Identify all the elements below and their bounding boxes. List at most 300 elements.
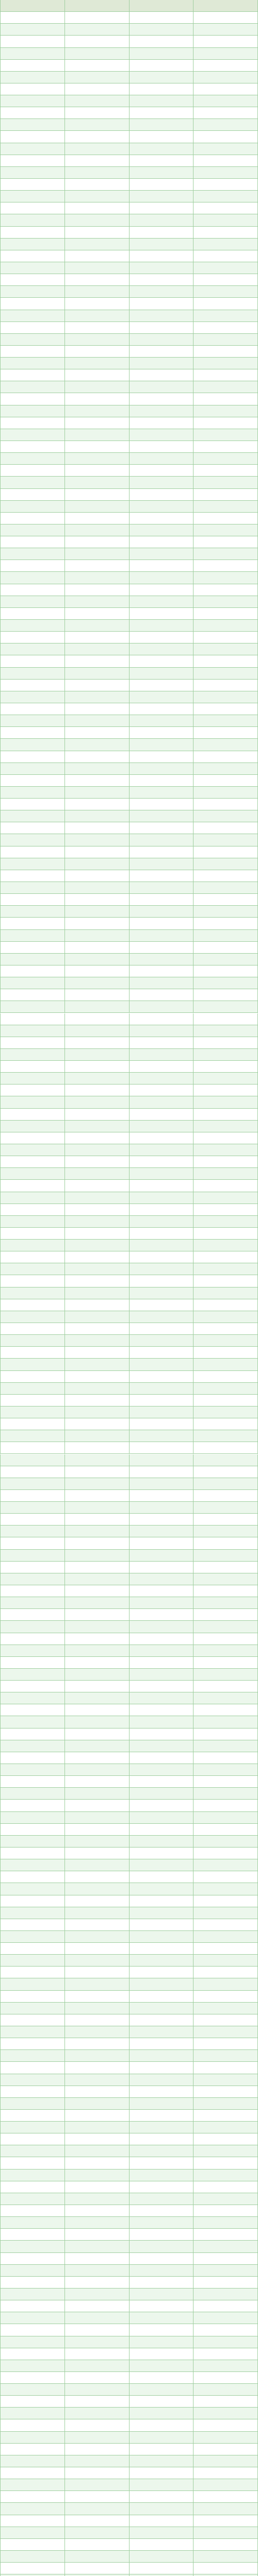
table-cell (65, 1406, 130, 1418)
table-cell (0, 1061, 65, 1072)
table-cell (65, 1919, 130, 1930)
table-cell (0, 1871, 65, 1883)
table-cell (65, 965, 130, 977)
table-cell (194, 107, 258, 118)
table-cell (130, 1562, 194, 1573)
table-cell (65, 1395, 130, 1406)
table-cell (130, 298, 194, 309)
table-cell (194, 1883, 258, 1894)
table-cell (194, 691, 258, 703)
table-row (0, 2062, 258, 2074)
table-cell (194, 584, 258, 596)
table-cell (65, 954, 130, 965)
table-cell (65, 2003, 130, 2014)
table-row (0, 1442, 258, 1454)
table-cell (65, 1692, 130, 1704)
table-cell (0, 1585, 65, 1597)
table-cell (130, 942, 194, 953)
table-cell (194, 1490, 258, 1501)
table-cell (65, 632, 130, 643)
table-row (0, 1967, 258, 1978)
table-row (0, 954, 258, 965)
table-cell (0, 155, 65, 166)
table-cell (0, 60, 65, 71)
table-row (0, 1240, 258, 1251)
table-cell (0, 524, 65, 536)
table-cell (194, 822, 258, 834)
table-row (0, 584, 258, 596)
table-cell (0, 334, 65, 345)
table-cell (65, 596, 130, 607)
table-cell (194, 2396, 258, 2407)
table-row (0, 1776, 258, 1788)
table-cell (65, 12, 130, 23)
table-cell (194, 1121, 258, 1132)
table-cell (194, 1228, 258, 1239)
table-cell (194, 24, 258, 35)
table-cell (0, 1466, 65, 1478)
table-cell (0, 2479, 65, 2490)
table-cell (0, 548, 65, 560)
table-cell (0, 1740, 65, 1752)
table-cell (65, 680, 130, 691)
table-cell (130, 787, 194, 798)
table-cell (0, 1848, 65, 1859)
table-cell (130, 1692, 194, 1704)
table-cell (65, 1001, 130, 1012)
table-cell (0, 727, 65, 738)
table-cell (130, 1466, 194, 1478)
table-cell (0, 24, 65, 35)
table-cell (65, 2467, 130, 2479)
table-cell (0, 2539, 65, 2550)
table-cell (65, 1204, 130, 1215)
table-cell (65, 2551, 130, 2562)
table-cell (130, 1788, 194, 1799)
table-cell (65, 810, 130, 822)
table-cell (194, 1335, 258, 1346)
table-cell (0, 1704, 65, 1716)
table-cell (130, 596, 194, 607)
table-cell (0, 429, 65, 440)
table-cell (65, 2384, 130, 2395)
table-cell (194, 1657, 258, 1668)
table-cell (194, 1919, 258, 1930)
table-cell (0, 322, 65, 333)
table-cell (65, 763, 130, 774)
table-row (0, 214, 258, 226)
table-row (0, 894, 258, 906)
table-cell (130, 739, 194, 750)
table-cell (130, 1371, 194, 1382)
table-cell (0, 1907, 65, 1919)
table-cell (130, 501, 194, 512)
table-row (0, 2205, 258, 2217)
table-row (0, 12, 258, 24)
table-row (0, 1704, 258, 1716)
table-cell (0, 1204, 65, 1215)
table-cell (194, 918, 258, 929)
table-cell (0, 2193, 65, 2205)
table-cell (130, 1454, 194, 1466)
table-cell (0, 369, 65, 381)
table-cell (65, 1943, 130, 1954)
table-cell (194, 1704, 258, 1716)
table-cell (65, 870, 130, 882)
table-row (0, 1180, 258, 1192)
table-cell (130, 1204, 194, 1215)
table-row (0, 1287, 258, 1299)
table-row (0, 2110, 258, 2122)
table-cell (130, 680, 194, 691)
table-cell (194, 632, 258, 643)
table-cell (194, 1978, 258, 1990)
table-row (0, 977, 258, 989)
table-cell (130, 2205, 194, 2216)
table-cell (194, 1550, 258, 1561)
table-cell (194, 1526, 258, 1537)
table-cell (0, 95, 65, 107)
table-row (0, 2050, 258, 2062)
table-cell (194, 453, 258, 464)
table-cell (65, 1287, 130, 1299)
table-cell (65, 95, 130, 107)
table-row (0, 1490, 258, 1502)
table-cell (0, 417, 65, 429)
table-cell (130, 2444, 194, 2455)
table-cell (130, 1013, 194, 1025)
table-row (0, 2348, 258, 2360)
table-cell (0, 167, 65, 178)
table-row (0, 2479, 258, 2491)
table-row (0, 989, 258, 1001)
table-cell (194, 2432, 258, 2443)
table-cell (0, 465, 65, 476)
table-cell (130, 1978, 194, 1990)
table-row (0, 2491, 258, 2503)
table-cell (130, 1383, 194, 1394)
table-row (0, 1132, 258, 1144)
table-cell (65, 1704, 130, 1716)
table-row (0, 2133, 258, 2145)
table-row (0, 703, 258, 715)
table-cell (130, 167, 194, 178)
table-cell (194, 1967, 258, 1978)
table-cell (65, 1323, 130, 1334)
table-cell (194, 2360, 258, 2371)
table-cell (65, 429, 130, 440)
table-cell (194, 1478, 258, 1489)
table-cell (130, 393, 194, 404)
table-cell (194, 1323, 258, 1334)
table-cell (194, 2515, 258, 2527)
table-cell (130, 2289, 194, 2300)
table-row (0, 1645, 258, 1657)
table-cell (65, 310, 130, 321)
table-cell (65, 2539, 130, 2550)
table-cell (130, 1323, 194, 1334)
table-cell (0, 1836, 65, 1847)
table-row (0, 2181, 258, 2193)
table-row (0, 2014, 258, 2026)
table-cell (65, 202, 130, 214)
table-cell (194, 1144, 258, 1156)
table-row (0, 2145, 258, 2157)
table-cell (65, 274, 130, 285)
table-cell (0, 1609, 65, 1620)
table-cell (194, 310, 258, 321)
table-cell (0, 1692, 65, 1704)
table-cell (65, 2026, 130, 2038)
table-cell (194, 2086, 258, 2097)
table-cell (0, 2300, 65, 2312)
table-cell (194, 346, 258, 357)
table-cell (0, 1371, 65, 1382)
table-row (0, 918, 258, 929)
table-cell (130, 727, 194, 738)
table-cell (0, 2277, 65, 2288)
table-cell (65, 1263, 130, 1275)
table-cell (130, 1859, 194, 1871)
table-cell (65, 2432, 130, 2443)
table-cell (130, 2217, 194, 2228)
table-cell (194, 858, 258, 870)
table-cell (65, 2491, 130, 2502)
table-cell (130, 2229, 194, 2240)
table-cell (194, 12, 258, 23)
table-row (0, 1526, 258, 1537)
table-row (0, 346, 258, 358)
table-cell (65, 894, 130, 905)
table-cell (0, 1490, 65, 1501)
table-row (0, 1228, 258, 1240)
table-cell (65, 2157, 130, 2168)
table-row (0, 2336, 258, 2348)
table-cell (130, 1478, 194, 1489)
table-cell (130, 536, 194, 548)
table-cell (0, 1800, 65, 1811)
table-row (0, 1883, 258, 1895)
table-cell (65, 1168, 130, 1179)
table-cell (194, 167, 258, 178)
table-cell (0, 1168, 65, 1179)
table-cell (130, 1275, 194, 1286)
table-row (0, 95, 258, 107)
table-cell (194, 2444, 258, 2455)
table-cell (65, 2050, 130, 2061)
table-cell (130, 2419, 194, 2431)
table-cell (0, 954, 65, 965)
table-cell (65, 1716, 130, 1727)
table-cell (194, 1537, 258, 1549)
column-header (65, 0, 130, 11)
table-cell (194, 2408, 258, 2419)
table-cell (130, 1776, 194, 1787)
table-row (0, 1550, 258, 1562)
table-cell (130, 334, 194, 345)
table-cell (65, 2396, 130, 2407)
table-cell (130, 954, 194, 965)
table-row (0, 143, 258, 155)
table-cell (130, 822, 194, 834)
table-row (0, 2277, 258, 2289)
table-cell (0, 143, 65, 155)
table-cell (194, 2503, 258, 2514)
table-row (0, 274, 258, 286)
table-cell (194, 2241, 258, 2252)
table-row (0, 1251, 258, 1263)
table-cell (65, 2145, 130, 2157)
table-cell (65, 2265, 130, 2276)
table-cell (0, 882, 65, 893)
table-cell (65, 2133, 130, 2145)
table-row (0, 763, 258, 775)
table-cell (130, 346, 194, 357)
table-cell (0, 2360, 65, 2371)
table-row (0, 107, 258, 119)
table-cell (0, 810, 65, 822)
table-cell (194, 1073, 258, 1084)
table-cell (130, 2384, 194, 2395)
table-cell (194, 60, 258, 71)
table-cell (194, 1740, 258, 1752)
table-cell (130, 1800, 194, 1811)
table-cell (65, 381, 130, 393)
table-cell (65, 2372, 130, 2383)
table-cell (194, 2336, 258, 2348)
table-cell (194, 2074, 258, 2086)
table-cell (0, 1728, 65, 1740)
table-row (0, 1955, 258, 1967)
table-cell (194, 1562, 258, 1573)
table-cell (130, 858, 194, 870)
table-cell (0, 214, 65, 226)
table-cell (65, 703, 130, 715)
table-row (0, 1585, 258, 1597)
table-cell (0, 2026, 65, 2038)
table-cell (0, 870, 65, 882)
table-cell (0, 1001, 65, 1012)
table-cell (0, 536, 65, 548)
table-cell (65, 1025, 130, 1037)
table-cell (65, 2098, 130, 2109)
table-cell (194, 501, 258, 512)
table-cell (0, 572, 65, 583)
table-cell (0, 119, 65, 130)
table-row (0, 1156, 258, 1168)
table-cell (194, 274, 258, 285)
table-cell (0, 2253, 65, 2264)
table-row (0, 1192, 258, 1204)
table-cell (130, 1883, 194, 1894)
table-cell (130, 2133, 194, 2145)
table-cell (0, 1943, 65, 1954)
table-cell (130, 655, 194, 667)
table-cell (194, 1037, 258, 1048)
table-row (0, 680, 258, 691)
table-cell (194, 2551, 258, 2562)
table-cell (65, 942, 130, 953)
table-row (0, 548, 258, 560)
table-cell (194, 906, 258, 917)
table-row (0, 858, 258, 870)
table-cell (130, 1025, 194, 1037)
table-cell (0, 668, 65, 679)
table-cell (0, 2396, 65, 2407)
table-cell (194, 1442, 258, 1453)
table-cell (65, 179, 130, 190)
table-cell (130, 2396, 194, 2407)
table-cell (0, 775, 65, 786)
table-cell (0, 894, 65, 905)
table-cell (130, 1490, 194, 1501)
table-cell (65, 1430, 130, 1442)
table-cell (65, 1180, 130, 1191)
table-cell (194, 369, 258, 381)
table-cell (130, 179, 194, 190)
table-cell (0, 1025, 65, 1037)
table-cell (65, 1871, 130, 1883)
table-cell (194, 620, 258, 631)
table-cell (194, 560, 258, 571)
table-cell (194, 143, 258, 155)
table-cell (194, 2205, 258, 2216)
table-cell (194, 1395, 258, 1406)
table-cell (194, 882, 258, 893)
table-cell (65, 167, 130, 178)
table-cell (194, 1383, 258, 1394)
table-row (0, 155, 258, 167)
table-cell (65, 250, 130, 262)
table-cell (194, 1049, 258, 1060)
table-cell (194, 95, 258, 107)
table-cell (65, 560, 130, 571)
table-row (0, 620, 258, 632)
table-cell (130, 751, 194, 762)
table-cell (0, 1430, 65, 1442)
table-row (0, 1084, 258, 1096)
table-cell (130, 1192, 194, 1204)
table-cell (130, 2539, 194, 2550)
table-cell (194, 1311, 258, 1323)
table-row (0, 36, 258, 47)
table-cell (130, 2491, 194, 2502)
table-cell (194, 2419, 258, 2431)
table-cell (130, 1716, 194, 1727)
table-cell (194, 703, 258, 715)
table-cell (194, 1621, 258, 1632)
table-row (0, 1418, 258, 1430)
table-cell (194, 1514, 258, 1525)
table-cell (0, 1991, 65, 2002)
table-cell (130, 2157, 194, 2168)
table-cell (0, 2515, 65, 2527)
table-cell (0, 1967, 65, 1978)
table-row (0, 202, 258, 214)
table-cell (0, 2157, 65, 2168)
table-row (0, 1752, 258, 1764)
table-row (0, 2026, 258, 2038)
table-cell (0, 48, 65, 59)
table-cell (130, 1037, 194, 1048)
table-cell (65, 1347, 130, 1358)
table-row (0, 2467, 258, 2479)
table-cell (194, 2098, 258, 2109)
table-cell (194, 1109, 258, 1120)
table-row (0, 810, 258, 822)
table-cell (130, 2432, 194, 2443)
table-row (0, 2503, 258, 2515)
